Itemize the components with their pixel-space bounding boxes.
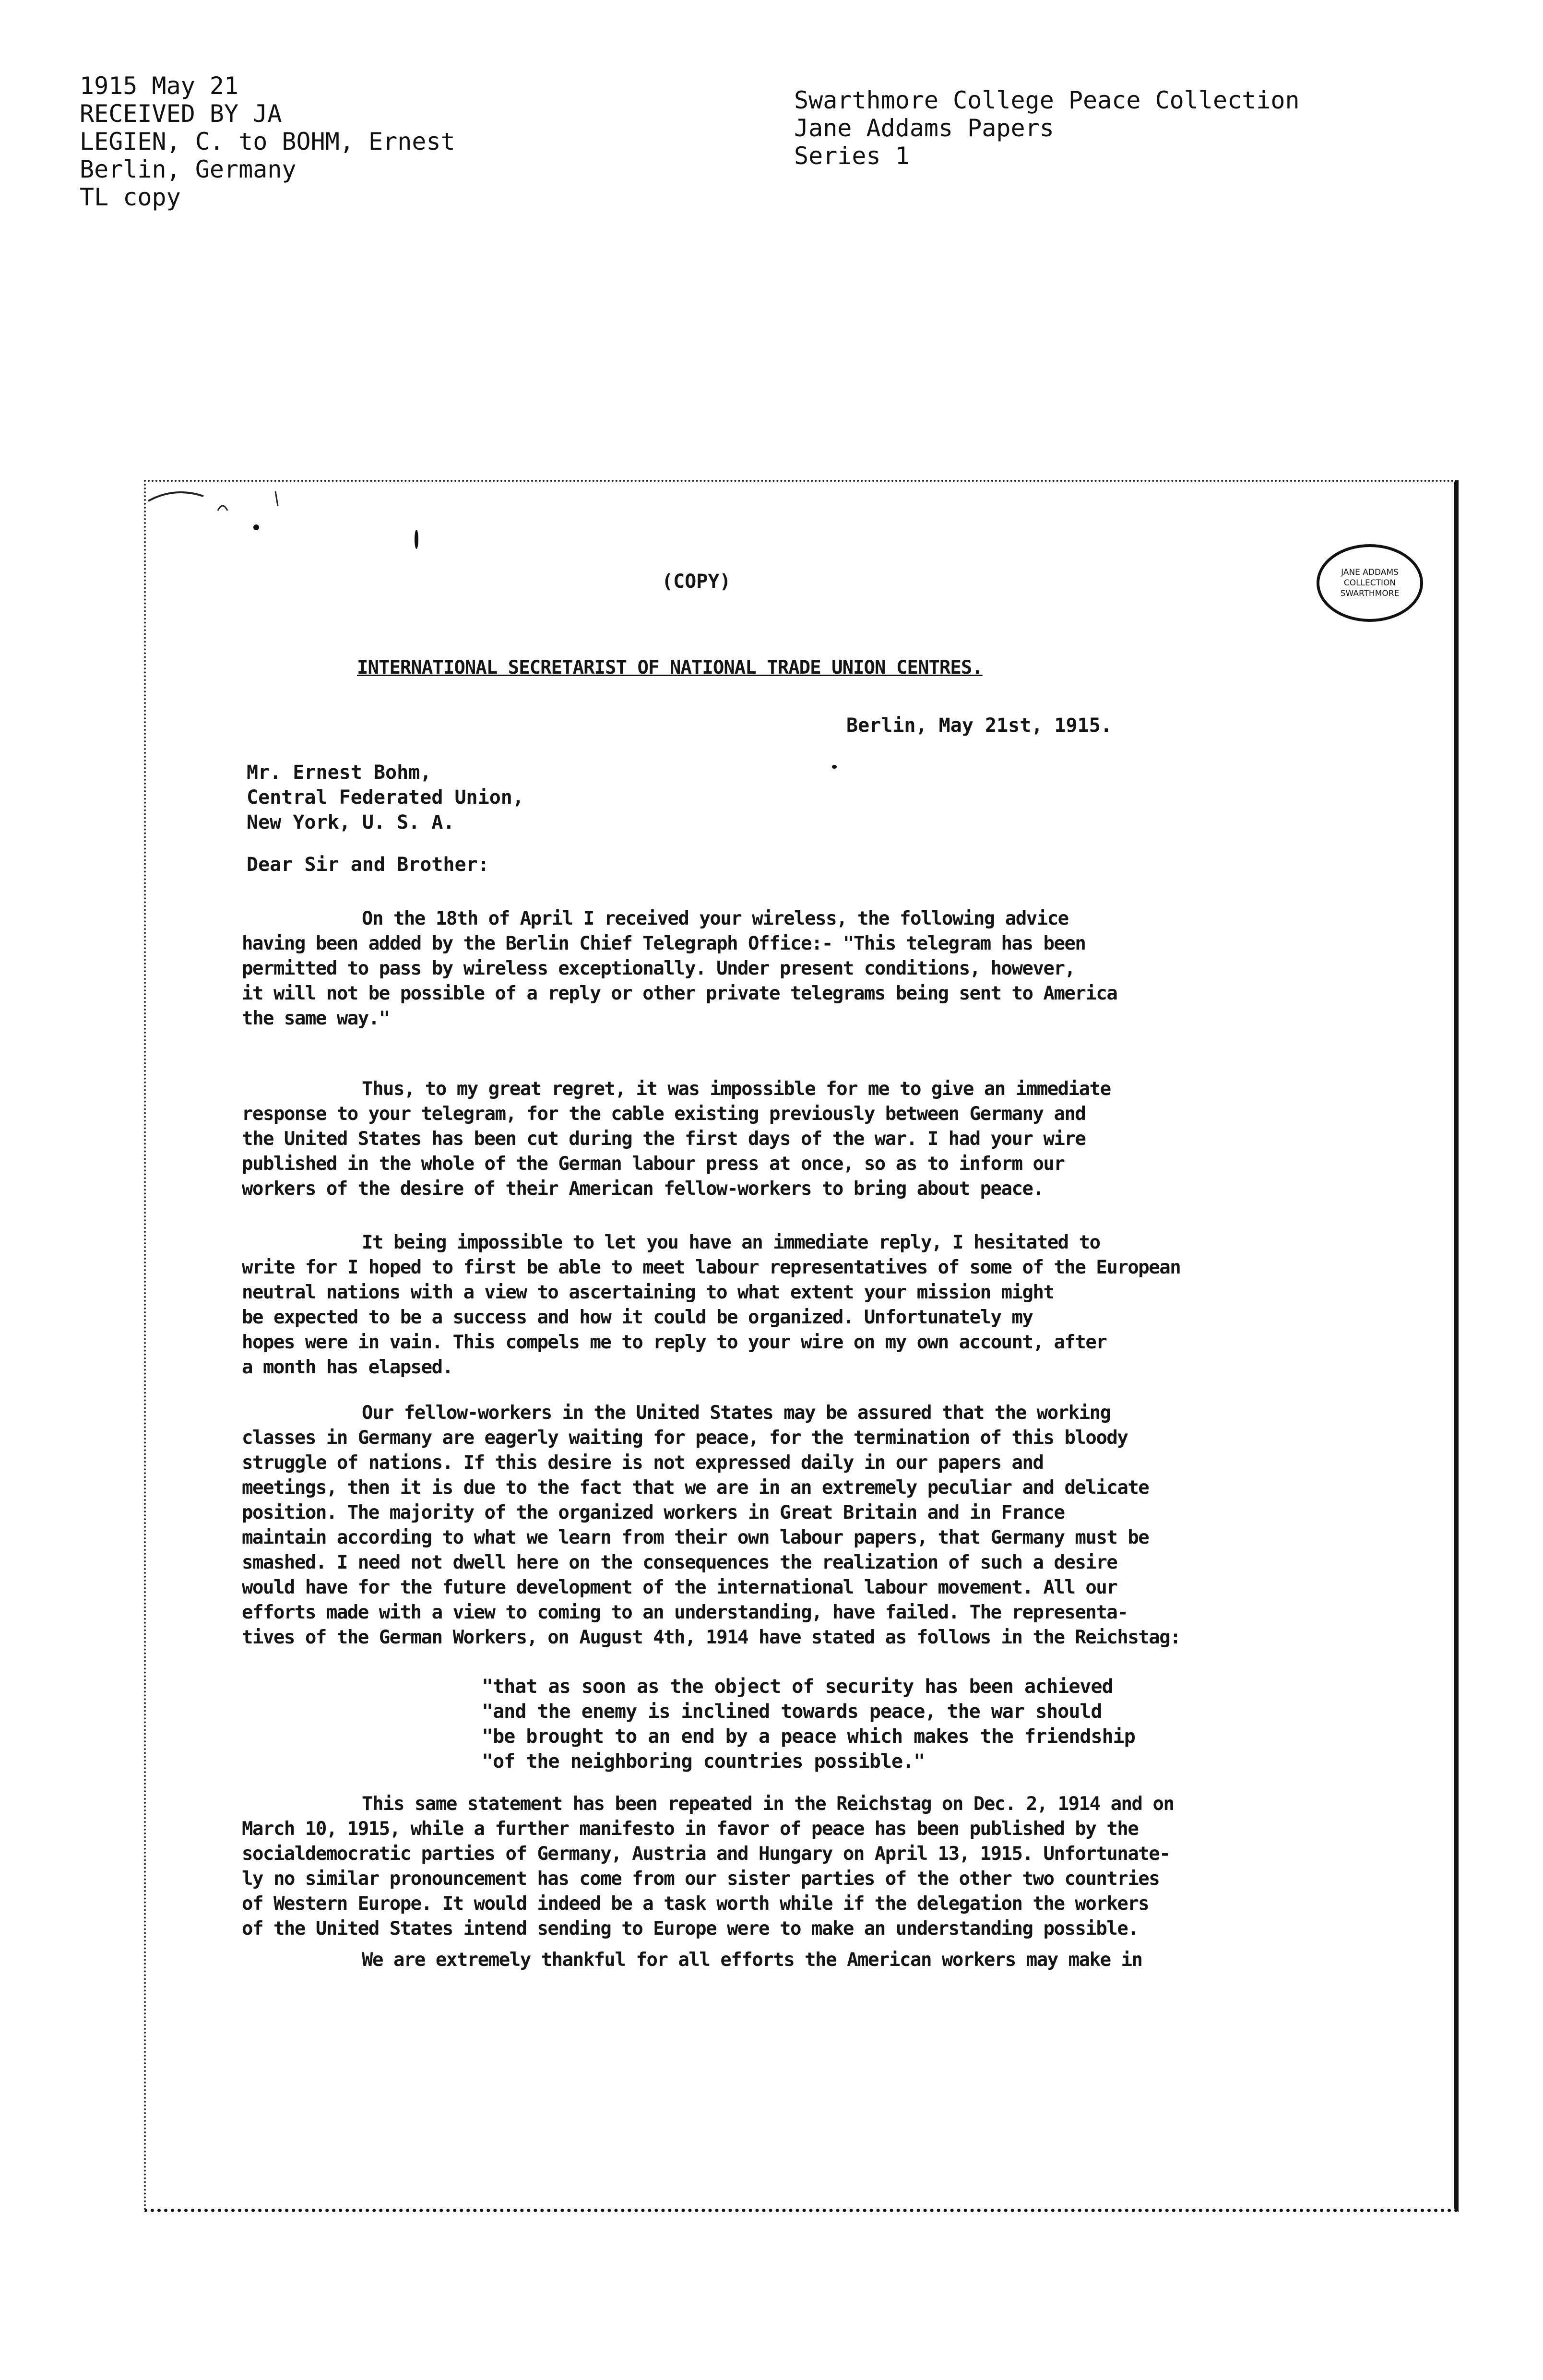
paragraph-line: having been added by the Berlin Chief Telegraph Office:- "This telegram has been xyxy=(242,933,1086,954)
collection-line: Swarthmore College Peace Collection xyxy=(794,86,1300,114)
addressee-block xyxy=(247,760,524,835)
paragraph-line: It being impossible to let you have an immediate reply, I hesitated to xyxy=(362,1232,1100,1253)
collection-line: Series 1 xyxy=(794,142,910,170)
copy-label: (COPY) xyxy=(662,571,731,593)
paragraph-line: struggle of nations. If this desire is not expressed daily in our papers and xyxy=(242,1452,1044,1474)
catalog-line: RECEIVED BY JA xyxy=(80,100,282,128)
paragraph-line: of the United States intend sending to Europe were to make an understanding possible. xyxy=(242,1918,1139,1940)
addressee-line: New York, U. S. A. xyxy=(247,811,455,833)
paragraph-line: Our fellow-workers in the United States may be assured that the working xyxy=(362,1402,1111,1424)
paragraph-line: socialdemocratic parties of Germany, Austria and Hungary on April 13, 1915. Unfortunate- xyxy=(242,1843,1170,1865)
salutation: Dear Sir and Brother: xyxy=(247,854,489,876)
paragraph-line: be expected to be a success and how it could be organized. Unfortunately my xyxy=(242,1307,1033,1328)
paragraph-line: efforts made with a view to coming to an understanding, have failed. The representa- xyxy=(242,1602,1128,1623)
quote-line: "and the enemy is inclined towards peace, the war should xyxy=(482,1701,1102,1723)
catalog-line: TL copy xyxy=(80,183,181,211)
collection-header xyxy=(794,86,1300,170)
paragraph-line: March 10, 1915, while a further manifesto in favor of peace has been published by the xyxy=(242,1818,1139,1840)
stamp-line: JANE ADDAMS xyxy=(1341,568,1399,577)
body-paragraph xyxy=(242,1230,1393,1380)
stamp-line: SWARTHMORE xyxy=(1340,589,1400,598)
paragraph-line: published in the whole of the German labour press at once, so as to inform our xyxy=(242,1153,1065,1175)
torn-corner-marks xyxy=(146,482,290,578)
quote-line: "of the neighboring countries possible." xyxy=(482,1750,925,1773)
body-paragraph xyxy=(242,906,1393,1031)
ink-smudge xyxy=(415,530,418,549)
paragraph-line: maintain according to what we learn from their own labour papers, that Germany must be xyxy=(242,1527,1149,1548)
paragraph-line: position. The majority of the organized workers in Great Britain and in France xyxy=(242,1502,1065,1523)
body-paragraph xyxy=(242,1077,1393,1202)
paragraph-line: tives of the German Workers, on August 4th, 1914 have stated as follows in the Reichstag: xyxy=(242,1627,1181,1648)
ink-smudge xyxy=(832,765,837,769)
letter-sheet xyxy=(144,480,1459,2212)
body-paragraph xyxy=(242,1792,1393,1941)
paragraph-line: We are extremely thankful for all efforts the American workers may make in xyxy=(362,1949,1142,1971)
paragraph-line: response to your telegram, for the cable existing previously between Germany and xyxy=(242,1103,1086,1125)
paragraph-line: would have for the future development of the international labour movement. All our xyxy=(242,1577,1117,1598)
catalog-line: 1915 May 21 xyxy=(80,72,239,100)
paragraph-line: hopes were in vain. This compels me to reply to your wire on my own account, after xyxy=(242,1332,1107,1353)
collection-line: Jane Addams Papers xyxy=(794,114,1054,142)
catalog-line: Berlin, Germany xyxy=(80,155,297,183)
quote-line: "that as soon as the object of security has been achieved xyxy=(482,1676,1113,1698)
paragraph-line: smashed. I need not dwell here on the consequences the realization of such a desire xyxy=(242,1552,1117,1573)
paragraph-line: it will not be possible of a reply or other private telegrams being sent to America xyxy=(242,983,1117,1004)
paragraph-line: workers of the desire of their American fellow-workers to bring about peace. xyxy=(242,1178,1044,1200)
letterhead: INTERNATIONAL SECRETARIST OF NATIONAL TRADE UNION CENTRES. xyxy=(357,657,983,678)
paragraph-line: This same statement has been repeated in the Reichstag on Dec. 2, 1914 and on xyxy=(362,1793,1174,1815)
paragraph-line: the United States has been cut during the first days of the war. I had your wire xyxy=(242,1128,1086,1150)
paragraph-line: a month has elapsed. xyxy=(242,1357,453,1378)
paragraph-line: ly no similar pronouncement has come from our sister parties of the other two countries xyxy=(242,1868,1160,1890)
quote-line: "be brought to an end by a peace which makes the friendship xyxy=(482,1726,1135,1748)
paragraph-line: Thus, to my great regret, it was impossible for me to give an immediate xyxy=(362,1078,1111,1100)
collection-stamp xyxy=(1317,544,1423,622)
addressee-line: Central Federated Union, xyxy=(247,786,524,809)
reichstag-quote xyxy=(482,1674,1135,1774)
addressee-line: Mr. Ernest Bohm, xyxy=(247,762,432,784)
paragraph-line: the same way." xyxy=(242,1008,390,1029)
paragraph-line: classes in Germany are eagerly waiting for peace, for the termination of this bloody xyxy=(242,1427,1128,1449)
catalog-header xyxy=(80,72,455,211)
paragraph-line: On the 18th of April I received your wireless, the following advice xyxy=(362,908,1068,929)
stamp-line: COLLECTION xyxy=(1343,578,1396,588)
body-paragraph xyxy=(242,1401,1393,1650)
paragraph-line: write for I hoped to first be able to meet labour representatives of some of the European xyxy=(242,1257,1181,1278)
letter-date: Berlin, May 21st, 1915. xyxy=(846,714,1112,737)
paragraph-line: meetings, then it is due to the fact that we are in an extremely peculiar and delicate xyxy=(242,1477,1149,1499)
paragraph-line: permitted to pass by wireless exceptionally. Under present conditions, however, xyxy=(242,958,1075,979)
paragraph-line: neutral nations with a view to ascertaining to what extent your mission might xyxy=(242,1282,1054,1303)
catalog-line: LEGIEN, C. to BOHM, Ernest xyxy=(80,128,455,155)
body-paragraph xyxy=(242,1948,1393,1973)
paragraph-line: of Western Europe. It would indeed be a task worth while if the delegation the workers xyxy=(242,1893,1149,1915)
